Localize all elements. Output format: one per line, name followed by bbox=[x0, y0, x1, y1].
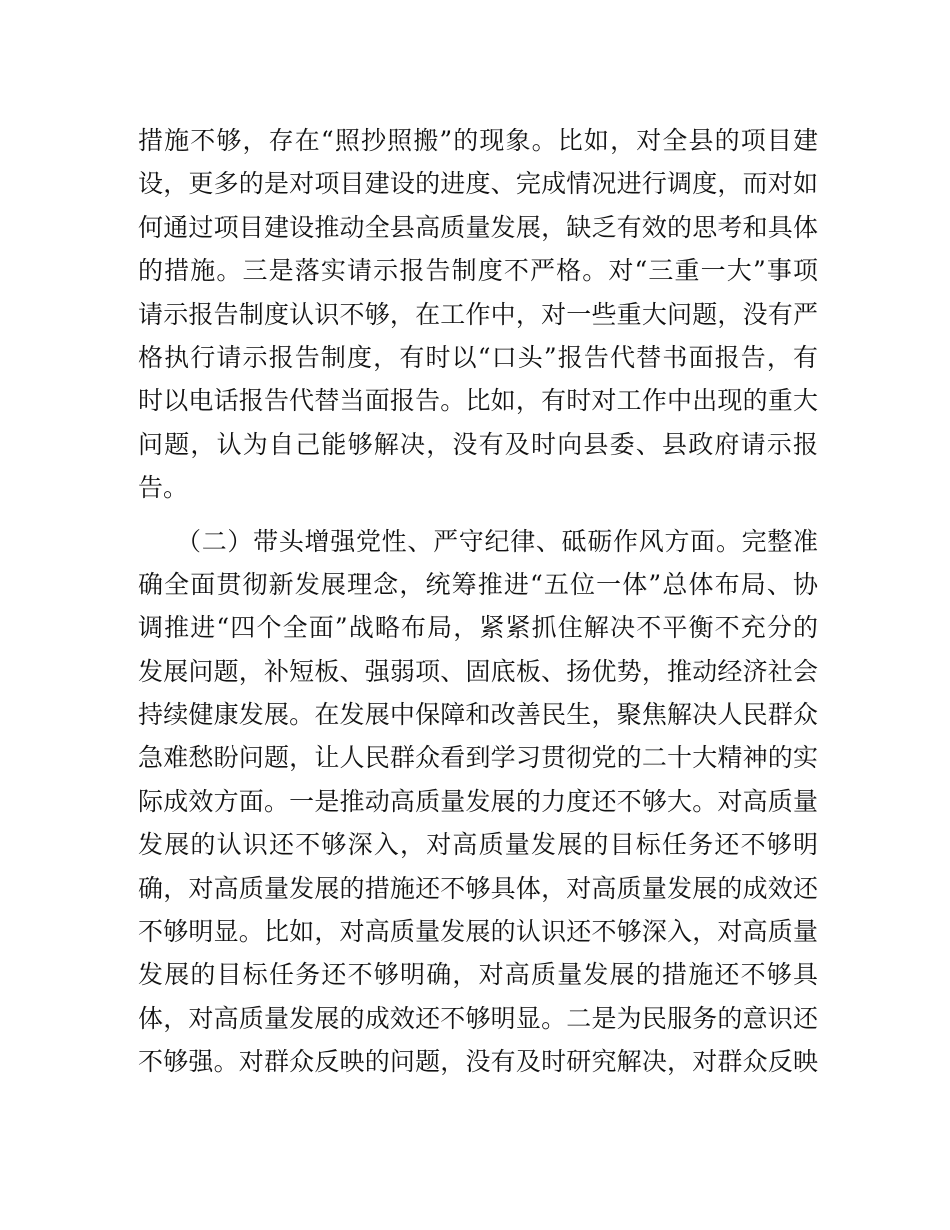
paragraph-2-line: （二）带头增强党性、严守纪律、砥砺作风方面。完整准 bbox=[176, 526, 818, 556]
paragraph-2-line: 发展问题，补短板、强弱项、固底板、扬优势，推动经济社会 bbox=[138, 656, 818, 686]
paragraph-1-line: 格执行请示报告制度，有时以“口头”报告代替书面报告，有 bbox=[138, 342, 818, 372]
document-body bbox=[138, 119, 818, 1084]
paragraph-2-line: 不够明显。比如，对高质量发展的认识还不够深入，对高质量 bbox=[138, 917, 818, 947]
paragraph-2-line: 发展的目标任务还不够明确，对高质量发展的措施还不够具 bbox=[138, 960, 818, 990]
paragraph-1-line: 时以电话报告代替当面报告。比如，有时对工作中出现的重大 bbox=[138, 386, 818, 416]
paragraph-1-line: 措施不够，存在“照抄照搬”的现象。比如，对全县的项目建 bbox=[138, 126, 818, 155]
paragraph-1-line: 问题，认为自己能够解决，没有及时向县委、县政府请示报 bbox=[138, 429, 818, 459]
paragraph-2-line: 体，对高质量发展的成效还不够明显。二是为民服务的意识还 bbox=[138, 1003, 818, 1033]
paragraph-2-line: 调推进“四个全面”战略布局，紧紧抓住解决不平衡不充分的 bbox=[138, 613, 818, 643]
paragraph-2-line: 不够强。对群众反映的问题，没有及时研究解决，对群众反映 bbox=[138, 1047, 818, 1077]
paragraph-1-line: 的措施。三是落实请示报告制度不严格。对“三重一大”事项 bbox=[138, 256, 818, 286]
paragraph-2-line: 持续健康发展。在发展中保障和改善民生，聚焦解决人民群众 bbox=[138, 700, 818, 730]
paragraph-1-line: 请示报告制度认识不够，在工作中，对一些重大问题，没有严 bbox=[138, 299, 818, 329]
paragraph-2-line: 急难愁盼问题，让人民群众看到学习贯彻党的二十大精神的实 bbox=[138, 743, 818, 773]
paragraph-1-line: 何通过项目建设推动全县高质量发展，缺乏有效的思考和具体 bbox=[138, 212, 818, 242]
paragraph-1-line: 告。 bbox=[138, 473, 189, 503]
paragraph-2-line: 际成效方面。一是推动高质量发展的力度还不够大。对高质量 bbox=[138, 786, 818, 816]
paragraph-spacer bbox=[138, 510, 818, 520]
paragraph-1-line: 设，更多的是对项目建设的进度、完成情况进行调度，而对如 bbox=[138, 169, 818, 199]
paragraph-2-line: 确全面贯彻新发展理念，统筹推进“五位一体”总体布局、协 bbox=[138, 569, 818, 599]
paragraph-2-line: 确，对高质量发展的措施还不够具体，对高质量发展的成效还 bbox=[138, 873, 818, 903]
paragraph-2-line: 发展的认识还不够深入，对高质量发展的目标任务还不够明 bbox=[138, 830, 818, 860]
